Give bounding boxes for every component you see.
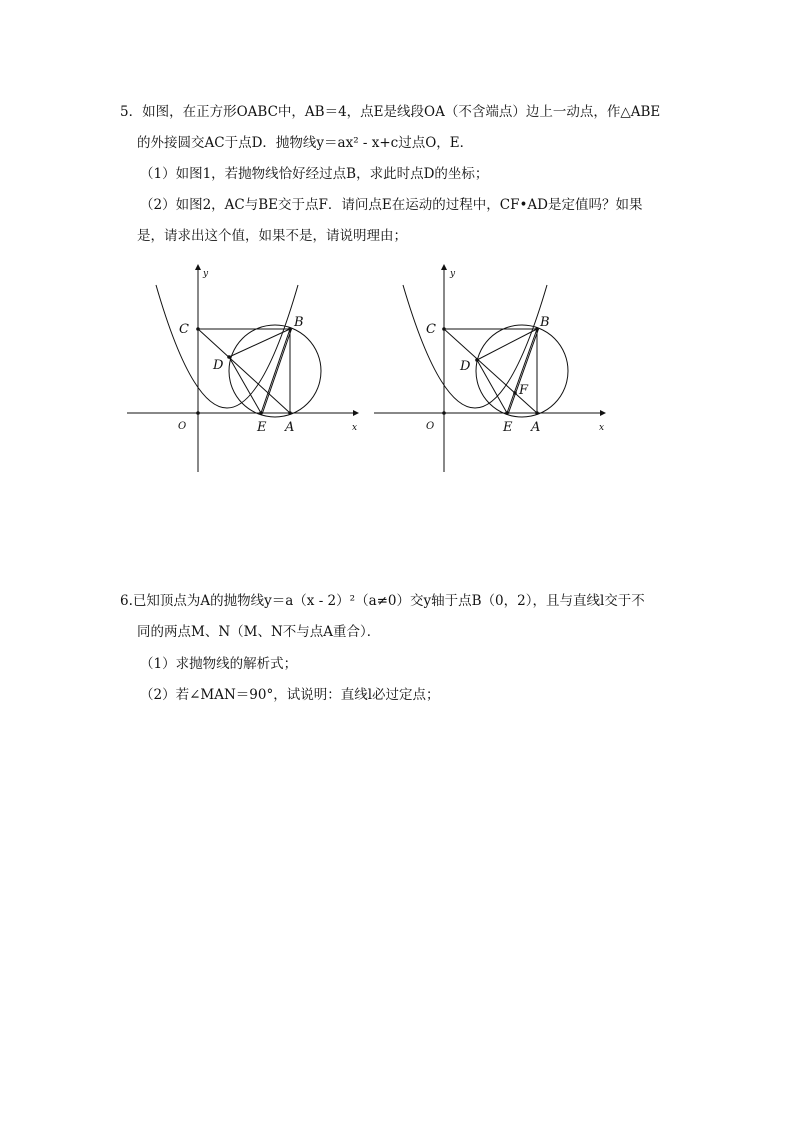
label-o: O <box>426 421 435 432</box>
label-b: B <box>294 315 304 330</box>
label-o: O <box>178 421 187 432</box>
label-y: y <box>203 269 209 279</box>
point-o <box>442 411 446 415</box>
problem6-line2: 同的两点M、N（M、N不与点A重合）． <box>137 624 381 640</box>
point-b <box>288 327 292 331</box>
label-x: x <box>599 423 605 433</box>
point-c <box>442 327 446 331</box>
point-c <box>196 327 200 331</box>
problem5-part1: （1）如图1，若抛物线恰好经过点B，求此时点D的坐标； <box>140 166 489 182</box>
segment-de <box>229 357 261 413</box>
problem6-part2: （2）若∠MAN＝90°，试说明：直线l必过定点； <box>140 687 440 703</box>
segment-be <box>507 329 537 413</box>
label-d: D <box>460 359 471 374</box>
point-a <box>288 411 292 415</box>
label-e: E <box>257 420 267 435</box>
problem5-part2: （2）如图2，AC与BE交于点F．请问点E在运动的过程中，CF•AD是定值吗？如果 <box>140 197 643 213</box>
problem6-line1: 6.已知顶点为A的抛物线y＝a（x - 2）²（a≠0）交y轴于点B（0，2），且与直线l交于不 <box>120 593 645 609</box>
point-d <box>227 355 231 359</box>
point-a <box>535 411 539 415</box>
problem5-line2: 的外接圆交AC于点D．抛物线y＝ax² - x+c过点O，E． <box>137 135 474 151</box>
point-o <box>196 411 200 415</box>
segment-be-2 <box>263 329 292 413</box>
figure-1 <box>125 262 365 482</box>
point-b <box>535 327 539 331</box>
problem5-line1: 5．如图，在正方形OABC中，AB＝4，点E是线段OA（不含端点）边上一动点，作△ABE <box>120 104 661 120</box>
point-d <box>475 358 479 362</box>
parabola <box>156 285 298 408</box>
figure-2 <box>372 262 612 482</box>
label-e: E <box>503 420 513 435</box>
label-d: D <box>213 358 224 373</box>
point-f <box>513 391 517 395</box>
point-e <box>259 411 263 415</box>
label-c: C <box>426 322 436 337</box>
label-a: A <box>285 420 295 435</box>
label-b: B <box>540 315 550 330</box>
label-x: x <box>352 423 358 433</box>
segment-de <box>477 360 507 413</box>
label-a: A <box>531 420 541 435</box>
problem6-part1: （1）求抛物线的解析式； <box>140 656 298 672</box>
label-f: F <box>519 383 529 398</box>
point-e <box>505 411 509 415</box>
label-c: C <box>179 322 189 337</box>
problem5-line5: 是，请求出这个值，如果不是，请说明理由； <box>137 228 407 244</box>
label-y: y <box>450 269 456 279</box>
